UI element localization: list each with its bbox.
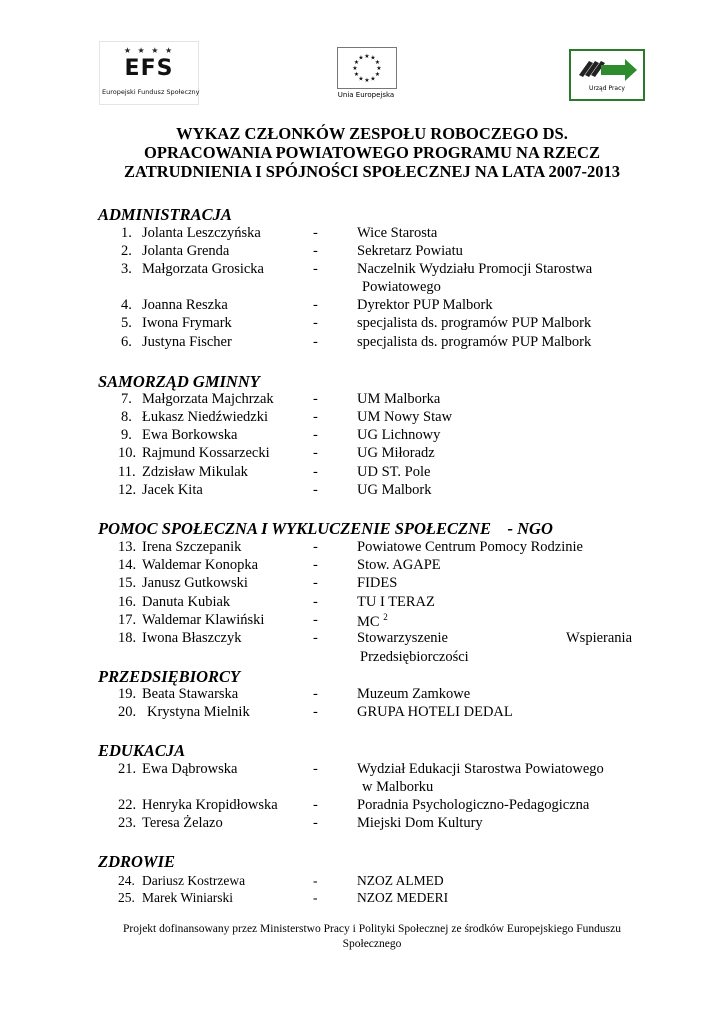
- title-line: OPRACOWANIA POWIATOWEGO PROGRAMU NA RZECZ: [144, 143, 600, 162]
- member-name: Justyna Fischer: [142, 334, 232, 350]
- member-number: 21.: [118, 761, 137, 777]
- member-name: Rajmund Kossarzecki: [142, 445, 270, 461]
- member-number: 11.: [118, 464, 136, 480]
- member-name: Teresa Żelazo: [142, 815, 223, 831]
- member-dash: -: [313, 334, 318, 350]
- member-dash: -: [313, 482, 318, 498]
- svg-text:★: ★: [376, 65, 382, 72]
- member-number: 8.: [121, 409, 132, 425]
- member-number: 2.: [121, 243, 132, 259]
- efs-caption: Europejski Fundusz Społeczny: [102, 88, 200, 96]
- member-number: 17.: [118, 612, 137, 628]
- member-affiliation: UM Nowy Staw: [357, 409, 453, 425]
- svg-text:★: ★: [358, 75, 364, 83]
- member-dash: -: [313, 243, 318, 259]
- eu-caption: Unia Europejska: [337, 91, 395, 99]
- member-number: 10.: [118, 445, 137, 461]
- member-dash: -: [313, 686, 318, 702]
- member-number: 22.: [118, 797, 137, 813]
- document-title: [60, 124, 684, 181]
- member-name: Marek Winiarski: [142, 890, 234, 905]
- member-affiliation: Poradnia Psychologiczno-Pedagogiczna: [357, 797, 590, 813]
- svg-text:★: ★: [352, 65, 358, 72]
- member-dash: -: [313, 391, 318, 407]
- member-affiliation: UG Miłoradz: [357, 445, 435, 461]
- svg-text:★: ★: [374, 71, 381, 78]
- member-affiliation: specjalista ds. programów PUP Malbork: [357, 315, 592, 331]
- member-name: Iwona Błaszczyk: [142, 630, 242, 646]
- member-affiliation: NZOZ ALMED: [357, 873, 444, 888]
- member-number: 15.: [118, 575, 137, 591]
- section-heading-przedsiebiorcy: PRZEDSIĘBIORCY: [98, 667, 241, 686]
- member-dash: -: [313, 464, 318, 480]
- eu-flag-icon: [337, 47, 397, 89]
- member-name: Henryka Kropidłowska: [142, 797, 278, 813]
- member-affiliation: Muzeum Zamkowe: [357, 686, 471, 702]
- member-name: Zdzisław Mikulak: [142, 464, 248, 480]
- member-affiliation: UD ST. Pole: [357, 464, 431, 480]
- member-number: 7.: [121, 391, 132, 407]
- member-name: Jacek Kita: [142, 482, 203, 498]
- member-affiliation: TU I TERAZ: [357, 594, 435, 610]
- svg-text:★: ★: [370, 75, 376, 83]
- member-affiliation: UG Lichnowy: [357, 427, 441, 443]
- member-affiliation: [357, 612, 388, 631]
- member-name: Danuta Kubiak: [142, 594, 231, 610]
- member-number: 24.: [118, 873, 135, 888]
- footer-line: Społecznego: [342, 938, 402, 950]
- member-name: Waldemar Konopka: [142, 557, 258, 573]
- member-dash: -: [313, 594, 318, 610]
- member-dash: -: [313, 427, 318, 443]
- svg-text:★: ★: [353, 71, 360, 78]
- member-affiliation: GRUPA HOTELI DEDAL: [357, 704, 513, 720]
- eu-logo: [334, 47, 398, 101]
- member-dash: -: [313, 890, 318, 905]
- member-name: Dariusz Kostrzewa: [142, 873, 246, 888]
- member-affiliation: NZOZ MEDERI: [357, 890, 449, 905]
- member-number: 20.: [118, 704, 137, 720]
- member-dash: -: [313, 557, 318, 573]
- efs-stars: ★ ★ ★ ★: [123, 46, 175, 55]
- member-affiliation: Dyrektor PUP Malbork: [357, 297, 493, 313]
- member-dash: -: [313, 261, 318, 277]
- member-affiliation-continued: Przedsiębiorczości: [360, 649, 469, 665]
- member-name: Ewa Borkowska: [142, 427, 238, 443]
- member-dash: -: [313, 612, 318, 628]
- svg-text:★: ★: [370, 54, 376, 62]
- member-name: Jolanta Leszczyńska: [142, 225, 261, 241]
- member-dash: -: [313, 297, 318, 313]
- member-number: 1.: [121, 225, 132, 241]
- section-heading-zdrowie: ZDROWIE: [98, 852, 176, 871]
- member-name: Iwona Frymark: [142, 315, 232, 331]
- member-affiliation: Naczelnik Wydziału Promocji Starostwa: [357, 261, 593, 277]
- section-heading-samorzad-gminny: SAMORZĄD GMINNY: [98, 372, 260, 391]
- member-number: 12.: [118, 482, 137, 498]
- member-number: 3.: [121, 261, 132, 277]
- funding-footer: [80, 922, 664, 952]
- member-name: Jolanta Grenda: [142, 243, 230, 259]
- svg-text:★: ★: [358, 54, 364, 62]
- member-name: Waldemar Klawiński: [142, 612, 265, 628]
- section-heading-administracja: ADMINISTRACJA: [98, 205, 232, 224]
- member-number: 13.: [118, 539, 137, 555]
- member-name: Małgorzata Grosicka: [142, 261, 264, 277]
- title-line: WYKAZ CZŁONKÓW ZESPOŁU ROBOCZEGO DS.: [176, 124, 568, 143]
- efs-mark: EFS: [124, 56, 174, 81]
- member-dash: -: [313, 815, 318, 831]
- member-number: 4.: [121, 297, 132, 313]
- member-dash: -: [313, 873, 318, 888]
- member-affiliation: Stow. AGAPE: [357, 557, 441, 573]
- member-name: Irena Szczepanik: [142, 539, 242, 555]
- member-name: Janusz Gutkowski: [142, 575, 248, 591]
- member-number: 23.: [118, 815, 137, 831]
- member-dash: -: [313, 225, 318, 241]
- urzad-pracy-logo: [569, 49, 645, 101]
- member-number: 14.: [118, 557, 137, 573]
- member-dash: -: [313, 797, 318, 813]
- member-number: 25.: [118, 890, 135, 905]
- efs-logo: [99, 41, 199, 105]
- member-number: 5.: [121, 315, 132, 331]
- member-dash: -: [313, 704, 318, 720]
- member-affiliation: specjalista ds. programów PUP Malbork: [357, 334, 592, 350]
- member-affiliation: Wice Starosta: [357, 225, 438, 241]
- svg-text:★: ★: [353, 59, 360, 66]
- arrow-icon: [571, 51, 643, 85]
- svg-text:★: ★: [374, 59, 381, 66]
- member-name: Joanna Reszka: [142, 297, 228, 313]
- member-number: 9.: [121, 427, 132, 443]
- member-number: 16.: [118, 594, 137, 610]
- member-dash: -: [313, 445, 318, 461]
- section-heading-edukacja: EDUKACJA: [98, 741, 186, 760]
- member-number: 6.: [121, 334, 132, 350]
- member-dash: -: [313, 575, 318, 591]
- member-name: Małgorzata Majchrzak: [142, 391, 274, 407]
- member-name: Beata Stawarska: [142, 686, 239, 702]
- urzad-pracy-caption: Urząd Pracy: [589, 85, 625, 92]
- member-affiliation-continued: w Malborku: [362, 779, 434, 795]
- member-dash: -: [313, 630, 318, 646]
- svg-text:★: ★: [364, 77, 370, 84]
- member-name: Ewa Dąbrowska: [142, 761, 238, 777]
- superscript: 2: [383, 612, 388, 622]
- member-affiliation: Stowarzyszenie: [357, 630, 448, 646]
- svg-text:★: ★: [364, 53, 370, 60]
- member-number: 18.: [118, 630, 137, 646]
- member-affiliation: Powiatowe Centrum Pomocy Rodzinie: [357, 539, 583, 555]
- member-number: 19.: [118, 686, 137, 702]
- member-affiliation: Miejski Dom Kultury: [357, 815, 483, 831]
- member-name: Łukasz Niedźwiedzki: [142, 409, 269, 425]
- member-dash: -: [313, 761, 318, 777]
- footer-line: Projekt dofinansowany przez Ministerstwo Pracy i Polityki Społecznej ze środków Europejskiego Funduszu: [123, 923, 621, 935]
- member-affiliation-text: MC: [357, 614, 380, 630]
- member-dash: -: [313, 315, 318, 331]
- member-affiliation: UM Malborka: [357, 391, 441, 407]
- section-heading-pomoc-spoleczna: POMOC SPOŁECZNA I WYKLUCZENIE SPOŁECZNE - NGO: [98, 519, 553, 538]
- member-affiliation-continued: Powiatowego: [362, 279, 441, 295]
- member-affiliation: Wydział Edukacji Starostwa Powiatowego: [357, 761, 604, 777]
- member-affiliation: UG Malbork: [357, 482, 432, 498]
- member-name: Krystyna Mielnik: [147, 704, 250, 720]
- member-dash: -: [313, 539, 318, 555]
- member-affiliation: FIDES: [357, 575, 398, 591]
- title-line: ZATRUDNIENIA I SPÓJNOŚCI SPOŁECZNEJ NA LATA 2007-2013: [124, 162, 620, 181]
- member-affiliation-justified: Wspierania: [566, 630, 633, 646]
- member-dash: -: [313, 409, 318, 425]
- member-affiliation: Sekretarz Powiatu: [357, 243, 463, 259]
